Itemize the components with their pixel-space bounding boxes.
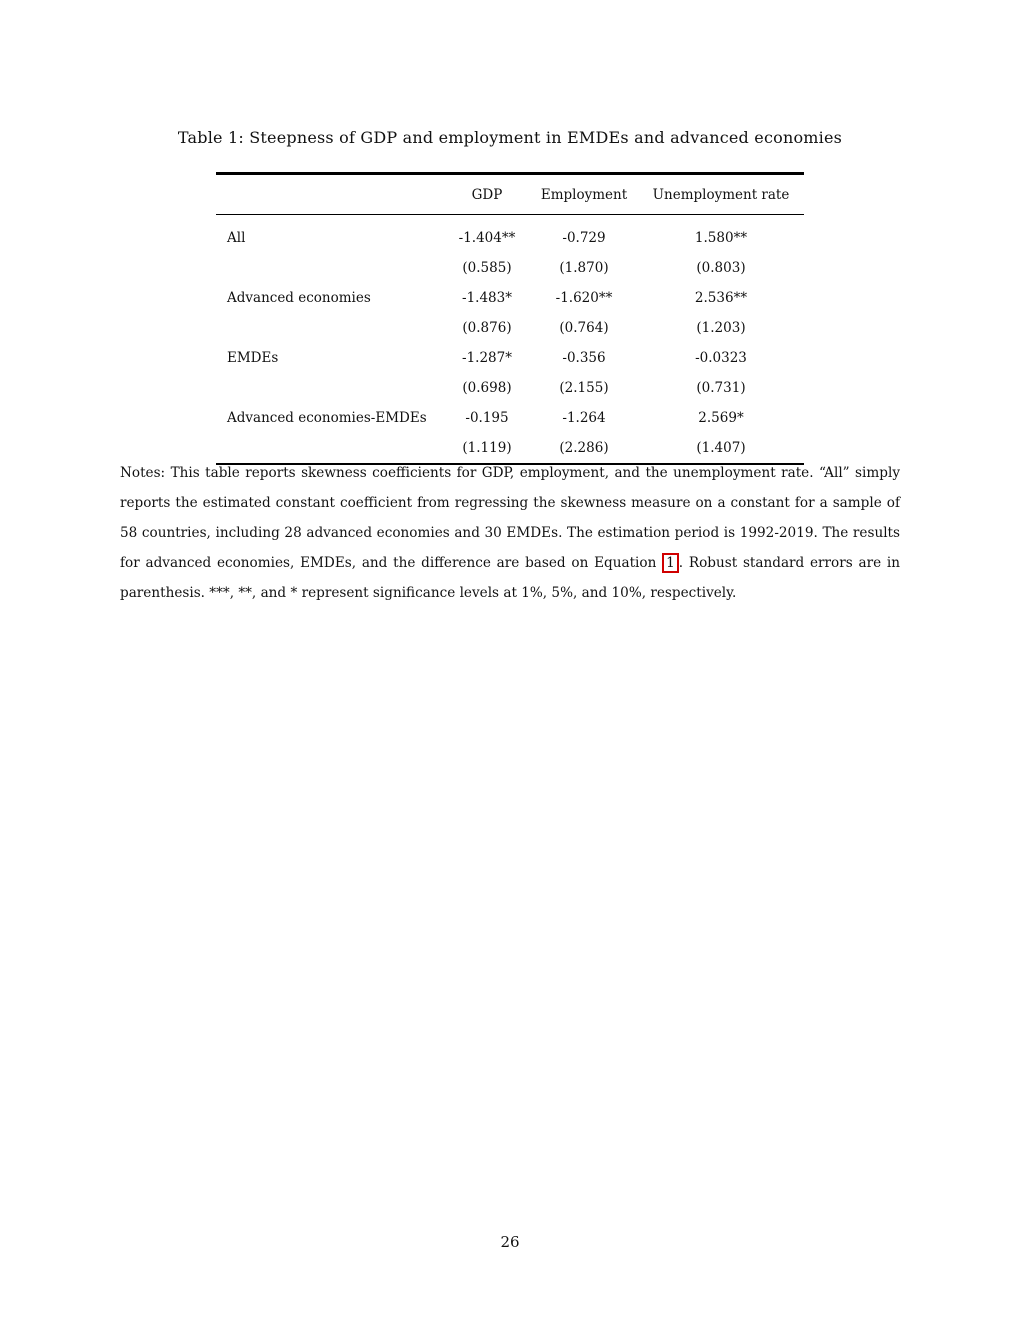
table-row-coef	[216, 283, 804, 313]
cell-employment-se: (1.870)	[559, 260, 609, 276]
cell-unemployment-se: (1.203)	[696, 320, 746, 336]
row-label: Advanced economies-EMDEs	[227, 410, 427, 426]
table-header-row	[216, 174, 804, 215]
table-row-se	[216, 313, 804, 343]
row-label: All	[227, 230, 246, 246]
table-caption: Table 1: Steepness of GDP and employment in EMDEs and advanced economies	[177, 128, 843, 147]
cell-employment-se: (0.764)	[559, 320, 609, 336]
table-row-se	[216, 373, 804, 403]
cell-gdp-se: (1.119)	[462, 440, 512, 456]
cell-employment-se: (2.155)	[559, 380, 609, 396]
cell-unemployment-se: (0.731)	[696, 380, 746, 396]
cell-employment-coef: -0.729	[562, 230, 606, 246]
equation-reference-link[interactable]: 1	[662, 553, 679, 573]
cell-gdp-se: (0.698)	[462, 380, 512, 396]
table-notes	[120, 458, 900, 608]
cell-employment-coef: -0.356	[562, 350, 606, 366]
cell-gdp-coef: -1.404**	[458, 230, 516, 246]
table-row-coef	[216, 215, 804, 254]
notes-text-before: Notes: This table reports skewness coefficients for GDP, employment, and the unemployment rate. “All” simply reports the estimated constant coefficient from regressing the skewness measure on a constant for a sample of 58 countries, including 28 advanced economies and 30 EMDEs. The estimation period is 1992-2019. The results for advanced economies, EMDEs, and the difference are based on Equation	[120, 465, 900, 571]
results-table	[216, 172, 804, 465]
row-label-empty	[216, 313, 444, 343]
cell-unemployment-se: (0.803)	[696, 260, 746, 276]
cell-employment-se: (2.286)	[559, 440, 609, 456]
header-employment: Employment	[540, 186, 628, 203]
header-blank	[216, 174, 444, 215]
cell-gdp-coef: -1.287*	[462, 350, 512, 366]
row-label-empty	[216, 373, 444, 403]
cell-unemployment-coef: 2.536**	[694, 290, 748, 306]
row-label-empty	[216, 253, 444, 283]
cell-unemployment-coef: 2.569*	[698, 410, 744, 426]
cell-gdp-coef: -0.195	[465, 410, 509, 426]
cell-gdp-se: (0.876)	[462, 320, 512, 336]
table-row-se	[216, 253, 804, 283]
row-label: EMDEs	[227, 350, 279, 366]
cell-unemployment-coef: 1.580**	[694, 230, 748, 246]
row-label: Advanced economies	[227, 290, 371, 306]
cell-unemployment-se: (1.407)	[696, 440, 746, 456]
cell-employment-coef: -1.264	[562, 410, 606, 426]
cell-unemployment-coef: -0.0323	[695, 350, 747, 366]
page-number: 26	[500, 1233, 520, 1251]
header-gdp: GDP	[471, 186, 503, 203]
table-row-coef	[216, 343, 804, 373]
notes-text-after: . Robust standard errors are in parenthesis. ***, **, and * represent significance levels at 1%, 5%, and 10%, respectively.	[120, 555, 901, 601]
cell-gdp-se: (0.585)	[462, 260, 512, 276]
cell-employment-coef: -1.620**	[555, 290, 613, 306]
cell-gdp-coef: -1.483*	[462, 290, 512, 306]
results-table-container	[216, 172, 804, 465]
table-row-coef	[216, 403, 804, 433]
header-unemployment-rate: Unemployment rate	[652, 186, 790, 203]
